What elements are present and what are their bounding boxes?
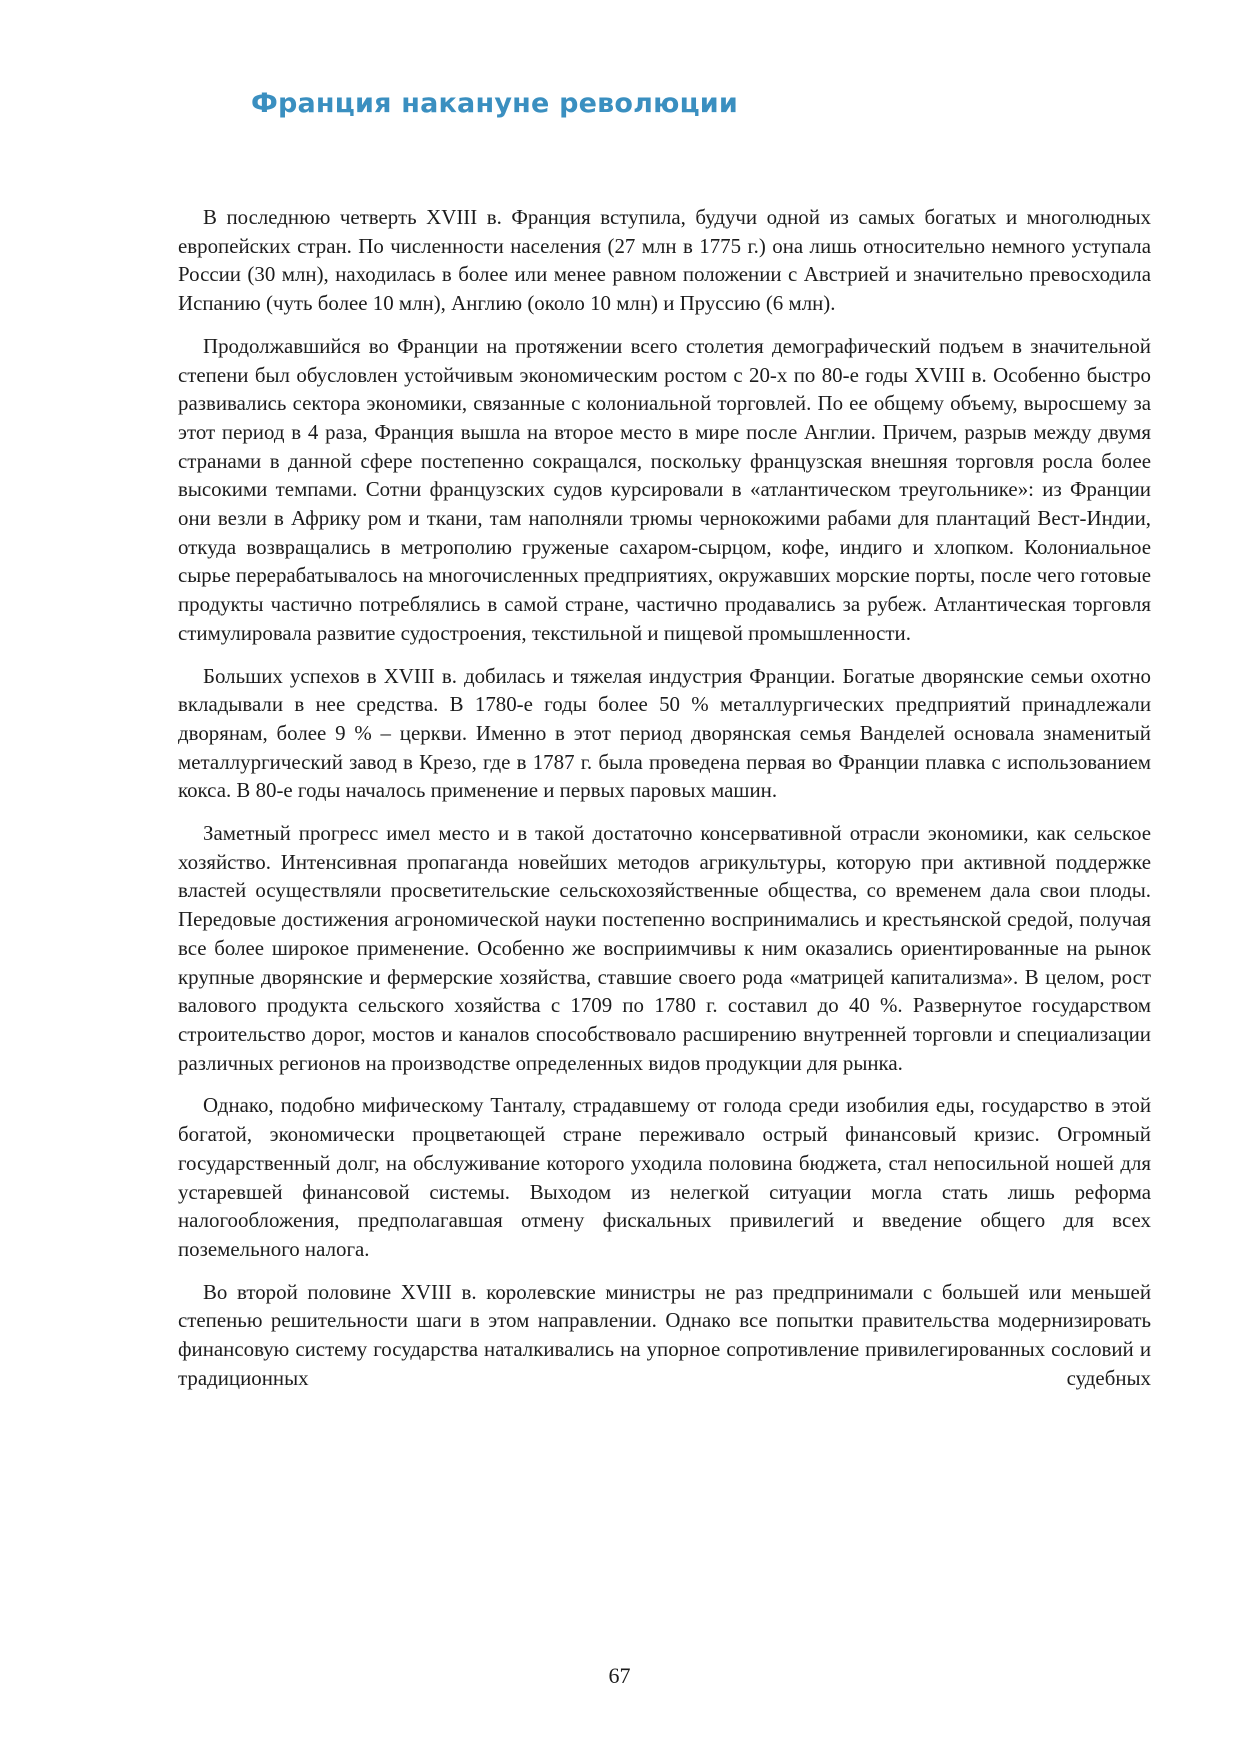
paragraph-agriculture: Заметный прогресс имел место и в такой достаточно консервативной отрасли экономики, как сельское хозяйство. Интенсивная пропаганда новейших методов агрикультуры, которую при активной поддержке властей осуществляли просветительские сельскохозяйственные общества, со временем дала свои плоды. Передовые достижения агрономической науки постепенно воспринимались и крестьянской средой, получая все более широкое применение. Особенно же восприимчивы к ним оказались ориентированные на рынок крупные дворянские и фермерские хозяйства, ставшие своего рода «матрицей капитализма». В целом, рост валового продукта сельского хозяйства с 1709 по 1780 г. составил до 40 %. Развернутое государством строительство дорог, мостов и каналов способствовало расширению внутренней торговли и специализации различных регионов на производстве определенных видов продукции для рынка. (178, 821, 1151, 1075)
page-title: Франция накануне революции (251, 88, 739, 119)
page-number: 67 (608, 1663, 631, 1688)
paragraph-reforms: Во второй половине XVIII в. королевские министры не раз предпринимали с большей или меньшей степенью решительности шаги в этом направлении. Однако все попытки правительства модернизировать финансовую систему государства наталкивались на упорное сопротивление привилегированных сословий и традиционных судебных (178, 1279, 1151, 1390)
paragraph-financial-crisis: Однако, подобно мифическому Танталу, страдавшему от голода среди изобилия еды, государство в этой богатой, экономически процветающей стране переживало острый финансовый кризис. Огромный государственный долг, на обслуживание которого уходила половина бюджета, стал непосильной ношей для устаревшей финансовой системы. Выходом из нелегкой ситуации могла стать лишь реформа налогообложения, предполагавшая отмену фискальных привилегий и введение общего для всех поземельного налога. (178, 1093, 1151, 1261)
paragraph-population: В последнюю четверть XVIII в. Франция вступила, будучи одной из самых богатых и многолюдных европейских стран. По численности населения (27 млн в 1775 г.) она лишь относительно немного уступала России (30 млн), находилась в более или менее равном положении с Австрией и значительно превосходила Испанию (чуть более 10 млн), Англию (около 10 млн) и Пруссию (6 млн). (178, 205, 1151, 316)
paragraph-heavy-industry: Больших успехов в XVIII в. добилась и тяжелая индустрия Франции. Богатые дворянские семьи охотно вкладывали в нее средства. В 1780-е годы более 50 % металлургических предприятий принадлежали дворянам, более 9 % – церкви. Именно в этот период дворянская семья Ванделей основала знаменитый металлургический завод в Крезо, где в 1787 г. была проведена первая во Франции плавка с использованием кокса. В 80-е годы началось применение и первых паровых машин. (178, 663, 1151, 803)
body-text (178, 203, 1151, 1406)
paragraph-colonial-trade: Продолжавшийся во Франции на протяжении всего столетия демографический подъем в значительной степени был обусловлен устойчивым экономическим ростом с 20-х по 80-е годы XVIII в. Особенно быстро развивались сектора экономики, связанные с колониальной торговлей. По ее общему объему, выросшему за этот период в 4 раза, Франция вышла на второе место в мире после Англии. Причем, разрыв между двумя странами в данной сфере постепенно сокращался, поскольку французская внешняя торговля росла более высокими темпами. Сотни французских судов курсировали в «атлантическом треугольнике»: из Франции они везли в Африку ром и ткани, там наполняли трюмы чернокожими рабами для плантаций Вест-Индии, откуда возвращались в метрополию груженые сахаром-сырцом, кофе, индиго и хлопком. Колониальное сырье перерабатывалось на многочисленных предприятиях, окружавших морские порты, после чего готовые продукты частично потреблялись в самой стране, частично продавались за рубеж. Атлантическая торговля стимулировала развитие судостроения, текстильной и пищевой промышленности. (178, 333, 1151, 645)
